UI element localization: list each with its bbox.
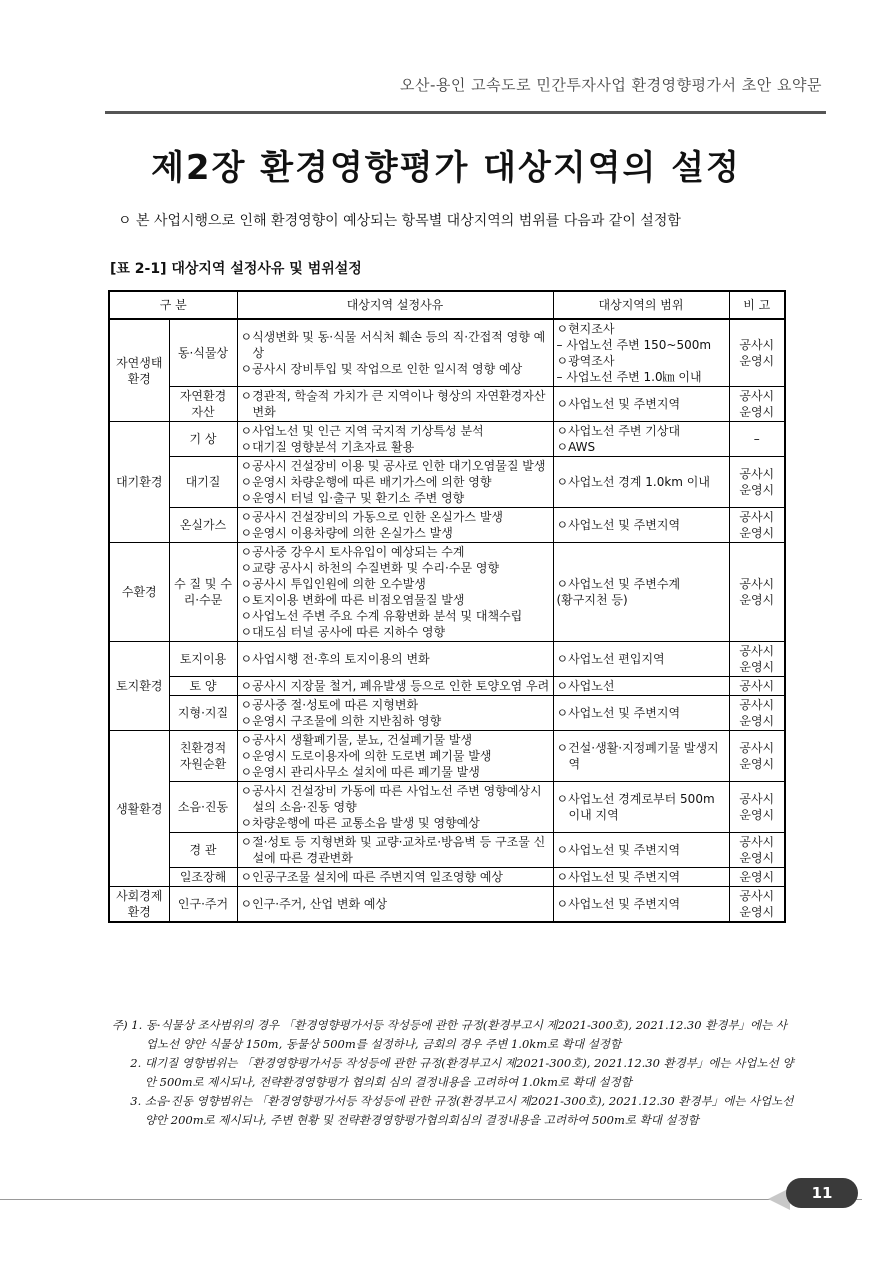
scope-cell [553, 782, 729, 833]
reason-cell-line: ㅇ공사중 강우시 토사유입이 예상되는 수계 [240, 545, 465, 559]
reason-cell [237, 642, 553, 677]
footnote-number: 2. [112, 1056, 145, 1070]
remark-cell-line: 운영시 [739, 660, 775, 674]
scope-cell-line: ㅇ사업노선 및 주변지역 [556, 518, 681, 532]
reason-cell-line: ㅇ대도심 터널 공사에 따른 지하수 영향 [240, 625, 446, 639]
reason-cell-line: ㅇ식생변화 및 동·식물 서식처 훼손 등의 직·간접적 영향 예상 [240, 330, 546, 360]
remark-cell-line: 운영시 [739, 593, 775, 607]
reason-cell [237, 782, 553, 833]
remark-cell-line: 운영시 [739, 714, 775, 728]
item-cell: 자연환경 자산 [169, 387, 237, 422]
category-cell: 대기환경 [109, 422, 169, 543]
header-scope: 대상지역의 범위 [553, 291, 729, 319]
category-cell: 토지환경 [109, 642, 169, 731]
item-cell: 토 양 [169, 677, 237, 696]
item-cell: 일조장해 [169, 868, 237, 887]
running-header: 오산-용인 고속도로 민간투자사업 환경영향평가서 초안 요약문 [400, 76, 822, 94]
reason-cell-line: ㅇ운영시 터널 입·출구 및 환기소 주변 영향 [240, 491, 465, 505]
table-row [109, 887, 785, 923]
reason-cell [237, 422, 553, 457]
reason-cell-line: ㅇ공사중 절·성토에 따른 지형변화 [240, 698, 419, 712]
item-cell: 기 상 [169, 422, 237, 457]
remark-cell-line: – [753, 432, 760, 446]
scope-cell-line: ㅇ사업노선 및 주변수계 [556, 577, 681, 591]
remark-cell-line: 운영시 [739, 483, 775, 497]
item-cell: 친환경적 자원순환 [169, 731, 237, 782]
table-row [109, 731, 785, 782]
remark-cell [729, 868, 785, 887]
reason-cell-line: ㅇ차량운행에 따른 교통소음 발생 및 영향예상 [240, 816, 480, 830]
scope-cell [553, 642, 729, 677]
table-row [109, 508, 785, 543]
table-row [109, 833, 785, 868]
table-row [109, 457, 785, 508]
footnote-text: 대기질 영향범위는 「환경영향평가서등 작성등에 관한 규정(환경부고시 제2021-300호), 2021.12.30 환경부」에는 사업노선 양안 500m로 제시되나, 전략환경영향평가 협의회 심의 결정내용을 고려하여 1.0km로 확대 설정함 [144, 1056, 794, 1089]
remark-cell-line: 운영시 [739, 354, 775, 368]
item-cell: 소음·진동 [169, 782, 237, 833]
table-row [109, 387, 785, 422]
remark-cell [729, 543, 785, 642]
intro-text: ㅇ 본 사업시행으로 인해 환경영향이 예상되는 항목별 대상지역의 범위를 다음과 같이 설정함 [118, 213, 681, 229]
scope-cell-line: ㅇ사업노선 및 주변지역 [556, 897, 681, 911]
footnote [112, 1092, 796, 1130]
reason-cell [237, 731, 553, 782]
remark-cell [729, 887, 785, 923]
scope-cell-line: (황구지천 등) [556, 593, 628, 607]
reason-cell-line: ㅇ공사시 건설장비 가동에 따른 사업노선 주변 영향예상시설의 소음·진동 영향 [240, 784, 542, 814]
scope-cell-line: ㅇ사업노선 및 주변지역 [556, 706, 681, 720]
scope-cell [553, 677, 729, 696]
remark-cell [729, 782, 785, 833]
scope-cell-line: – 사업노선 주변 150~500m [556, 338, 712, 352]
category-cell: 사회경제 환경 [109, 887, 169, 923]
reason-cell [237, 696, 553, 731]
scope-cell-line: ㅇ건설·생활·지정폐기물 발생지역 [556, 741, 719, 771]
footnotes [112, 1016, 796, 1130]
table-row [109, 422, 785, 457]
scope-cell-line: ㅇ사업노선 및 주변지역 [556, 397, 681, 411]
reason-cell-line: ㅇ경관적, 학술적 가치가 큰 지역이나 형상의 자연환경자산 변화 [240, 389, 546, 419]
table-header-row [109, 291, 785, 319]
table-row [109, 696, 785, 731]
reason-cell [237, 677, 553, 696]
page-number: 11 [786, 1178, 858, 1208]
scope-cell-line: ㅇAWS [556, 440, 596, 454]
remark-cell-line: 공사시 [739, 467, 775, 481]
category-cell: 자연생태 환경 [109, 319, 169, 422]
item-cell: 지형·지질 [169, 696, 237, 731]
reason-cell-line: ㅇ운영시 이용차량에 의한 온실가스 발생 [240, 526, 453, 540]
reason-cell-line: ㅇ인공구조물 설치에 따른 주변지역 일조영향 예상 [240, 870, 504, 884]
reason-cell [237, 543, 553, 642]
reason-cell-line: ㅇ공사시 건설장비의 가동으로 인한 온실가스 발생 [240, 510, 504, 524]
reason-cell-line: ㅇ사업시행 전·후의 토지이용의 변화 [240, 652, 430, 666]
footnote [112, 1054, 796, 1092]
scope-cell-line: ㅇ광역조사 [556, 354, 615, 368]
header-rule [105, 111, 826, 114]
remark-cell-line: 공사시 [739, 835, 775, 849]
scope-cell-line: ㅇ사업노선 [556, 679, 615, 693]
remark-cell-line: 공사시 [739, 389, 775, 403]
scope-cell-line: ㅇ사업노선 경계로부터 500m 이내 지역 [556, 792, 715, 822]
remark-cell [729, 731, 785, 782]
scope-table [108, 290, 786, 923]
scope-cell [553, 887, 729, 923]
remark-cell-line: 공사시 [739, 889, 775, 903]
table-row [109, 642, 785, 677]
reason-cell-line: ㅇ절·성토 등 지형변화 및 교량·교차로·방음벽 등 구조물 신설에 따른 경관변화 [240, 835, 546, 865]
reason-cell-line: ㅇ사업노선 및 인근 지역 국지적 기상특성 분석 [240, 424, 484, 438]
table-caption: [표 2-1] 대상지역 설정사유 및 범위설정 [110, 261, 362, 277]
remark-cell-line: 운영시 [739, 870, 775, 884]
scope-cell [553, 457, 729, 508]
reason-cell [237, 508, 553, 543]
footer-rule [0, 1199, 862, 1200]
reason-cell [237, 319, 553, 387]
table-row [109, 782, 785, 833]
remark-cell-line: 공사시 [739, 792, 775, 806]
scope-cell [553, 508, 729, 543]
item-cell: 경 관 [169, 833, 237, 868]
scope-cell-line: ㅇ사업노선 주변 기상대 [556, 424, 681, 438]
remark-cell [729, 387, 785, 422]
reason-cell-line: ㅇ운영시 차량운행에 따른 배기가스에 의한 영향 [240, 475, 492, 489]
remark-cell-line: 공사시 [739, 644, 775, 658]
scope-cell [553, 833, 729, 868]
reason-cell [237, 868, 553, 887]
item-cell: 대기질 [169, 457, 237, 508]
remark-cell-line: 공사시 [739, 510, 775, 524]
reason-cell-line: ㅇ공사시 건설장비 이용 및 공사로 인한 대기오염물질 발생 [240, 459, 546, 473]
scope-cell-line: ㅇ사업노선 및 주변지역 [556, 843, 681, 857]
reason-cell-line: ㅇ운영시 도로이용자에 의한 도로변 폐기물 발생 [240, 749, 492, 763]
remark-cell [729, 508, 785, 543]
remark-cell [729, 457, 785, 508]
reason-cell-line: ㅇ운영시 관리사무소 설치에 따른 폐기물 발생 [240, 765, 480, 779]
scope-cell [553, 731, 729, 782]
reason-cell-line: ㅇ교량 공사시 하천의 수질변화 및 수리·수문 영향 [240, 561, 500, 575]
footnote [112, 1016, 796, 1054]
remark-cell-line: 공사시 [739, 679, 775, 693]
table-row [109, 677, 785, 696]
category-cell: 수환경 [109, 543, 169, 642]
remark-cell-line: 운영시 [739, 851, 775, 865]
reason-cell-line: ㅇ인구·주거, 산업 변화 예상 [240, 897, 388, 911]
remark-cell [729, 833, 785, 868]
remark-cell [729, 696, 785, 731]
scope-cell-line: ㅇ현지조사 [556, 322, 615, 336]
remark-cell-line: 공사시 [739, 741, 775, 755]
scope-cell-line: ㅇ사업노선 및 주변지역 [556, 870, 681, 884]
category-cell: 생활환경 [109, 731, 169, 887]
remark-cell [729, 319, 785, 387]
remark-cell [729, 642, 785, 677]
footnote-text: 동·식물상 조사범위의 경우 「환경영향평가서등 작성등에 관한 규정(환경부고시 제2021-300호), 2021.12.30 환경부」에는 사업노선 양안 식물상 150m, 동물상 500m를 설정하나, 금회의 경우 주변 1.0km로 확대 설정함 [145, 1018, 788, 1051]
item-cell: 토지이용 [169, 642, 237, 677]
remark-cell-line: 운영시 [739, 905, 775, 919]
reason-cell-line: ㅇ공사시 지장물 철거, 폐유발생 등으로 인한 토양오염 우려 [240, 679, 550, 693]
reason-cell-line: ㅇ공사시 투입인원에 의한 오수발생 [240, 577, 426, 591]
table-row [109, 319, 785, 387]
reason-cell [237, 457, 553, 508]
remark-cell-line: 공사시 [739, 338, 775, 352]
remark-cell [729, 677, 785, 696]
item-cell: 인구·주거 [169, 887, 237, 923]
footnote-number: 주) 1. [112, 1018, 146, 1032]
scope-cell-line: ㅇ사업노선 경계 1.0km 이내 [556, 475, 710, 489]
scope-cell [553, 868, 729, 887]
remark-cell-line: 운영시 [739, 526, 775, 540]
remark-cell-line: 운영시 [739, 808, 775, 822]
remark-cell-line: 공사시 [739, 577, 775, 591]
table-row [109, 543, 785, 642]
reason-cell [237, 833, 553, 868]
scope-cell [553, 422, 729, 457]
scope-cell [553, 543, 729, 642]
footnote-text: 소음·진동 영향범위는 「환경영향평가서등 작성등에 관한 규정(환경부고시 제2021-300호), 2021.12.30 환경부」에는 사업노선 양안 200m로 제시되나, 주변 현황 및 전략환경영향평가협의회심의 결정내용을 고려하여 500m로 확대 설정함 [144, 1094, 794, 1127]
item-cell: 온실가스 [169, 508, 237, 543]
header-remark: 비 고 [729, 291, 785, 319]
reason-cell-line: ㅇ공사시 장비투입 및 작업으로 인한 일시적 영향 예상 [240, 362, 523, 376]
scope-cell [553, 319, 729, 387]
reason-cell-line: ㅇ대기질 영향분석 기초자료 활용 [240, 440, 415, 454]
reason-cell-line: ㅇ토지이용 변화에 따른 비점오염물질 발생 [240, 593, 465, 607]
remark-cell-line: 운영시 [739, 405, 775, 419]
item-cell: 수 질 및 수리·수문 [169, 543, 237, 642]
chapter-title: 제2장 환경영향평가 대상지역의 설정 [151, 148, 741, 188]
reason-cell [237, 887, 553, 923]
reason-cell [237, 387, 553, 422]
reason-cell-line: ㅇ운영시 구조물에 의한 지반침하 영향 [240, 714, 442, 728]
header-category: 구 분 [109, 291, 237, 319]
reason-cell-line: ㅇ공사시 생활폐기물, 분뇨, 건설폐기물 발생 [240, 733, 473, 747]
remark-cell-line: 공사시 [739, 698, 775, 712]
reason-cell-line: ㅇ사업노선 주변 주요 수계 유황변화 분석 및 대책수립 [240, 609, 523, 623]
scope-cell-line: ㅇ사업노선 편입지역 [556, 652, 665, 666]
table-row [109, 868, 785, 887]
scope-cell [553, 387, 729, 422]
scope-cell-line: – 사업노선 주변 1.0㎞ 이내 [556, 370, 702, 384]
footnote-number: 3. [112, 1094, 145, 1108]
remark-cell-line: 운영시 [739, 757, 775, 771]
remark-cell [729, 422, 785, 457]
scope-cell [553, 696, 729, 731]
item-cell: 동·식물상 [169, 319, 237, 387]
header-reason: 대상지역 설정사유 [237, 291, 553, 319]
